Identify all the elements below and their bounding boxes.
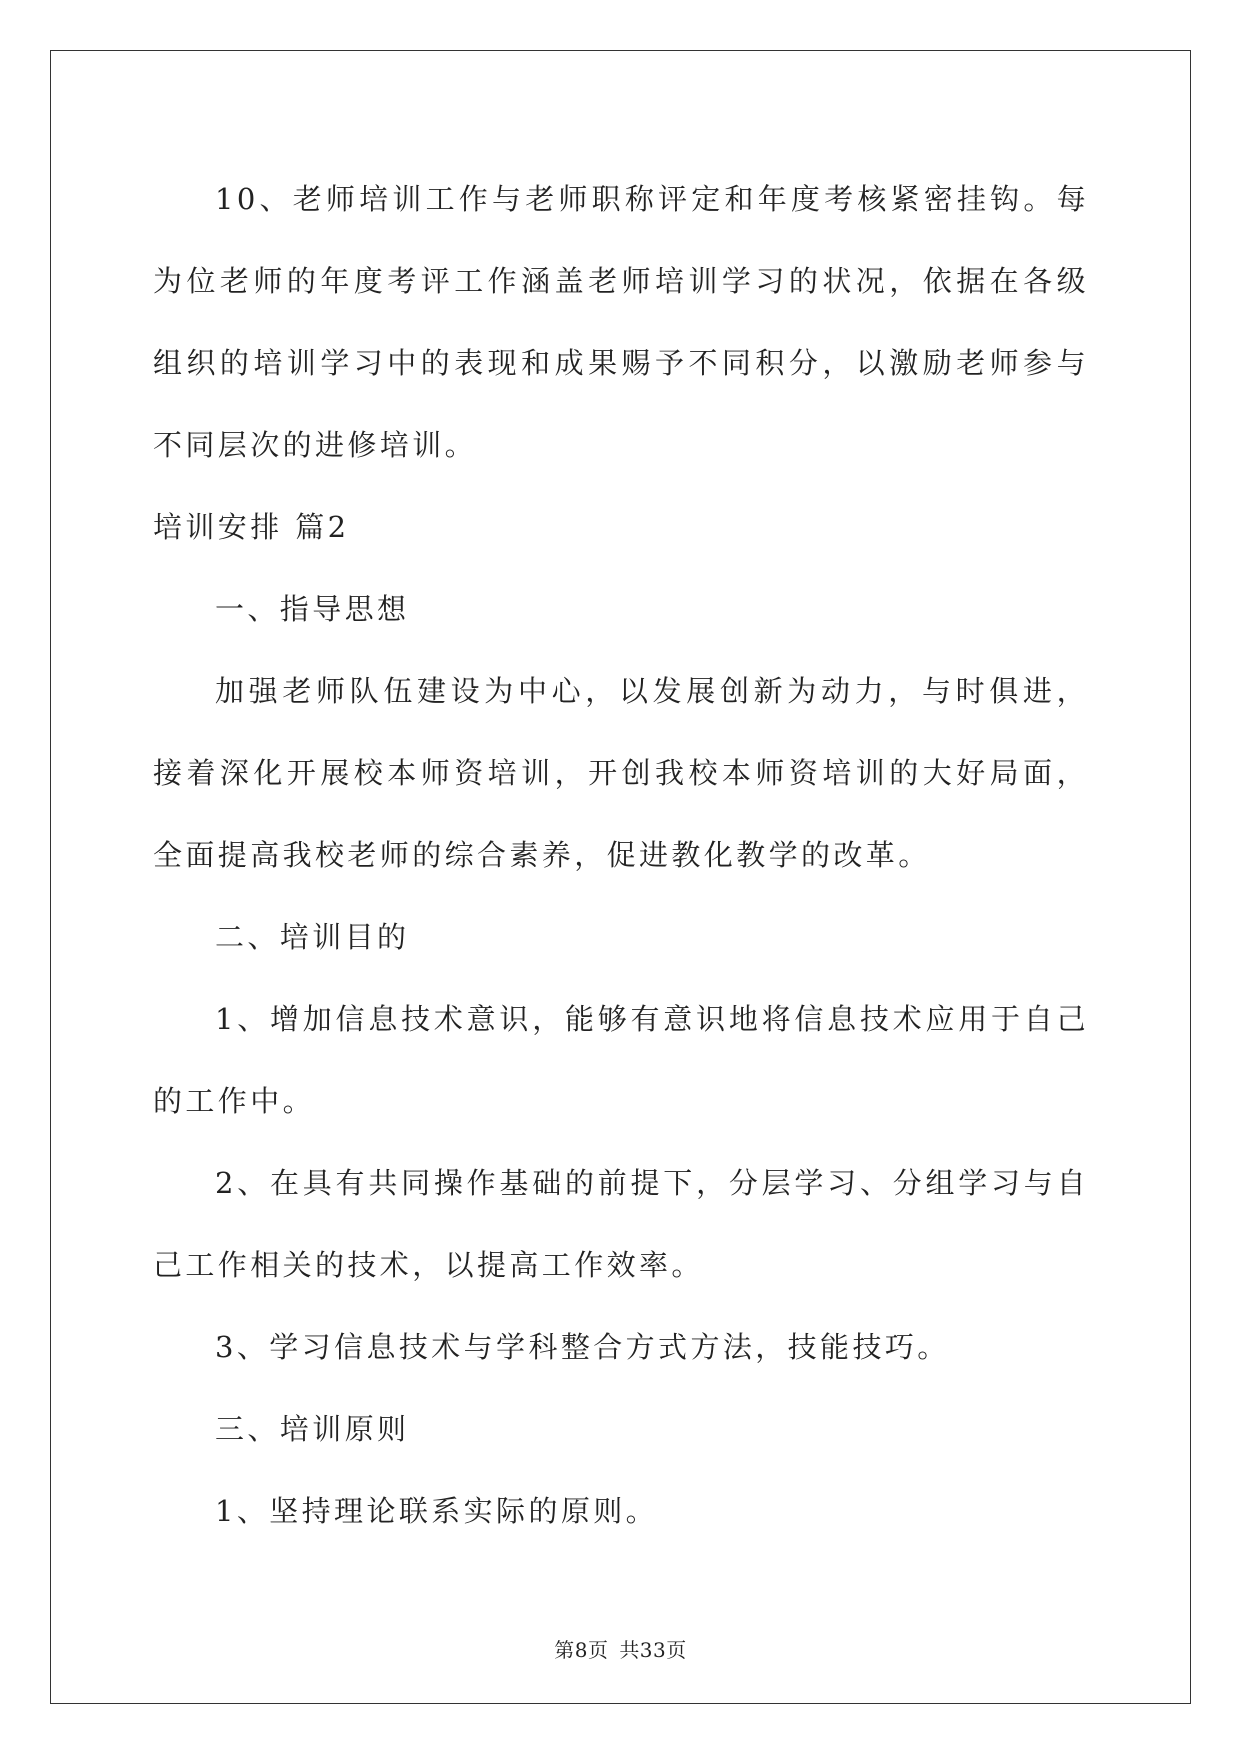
paragraph-purpose-2: 2、在具有共同操作基础的前提下，分层学习、分组学习与自己工作相关的技术，以提高工作效率。: [153, 1166, 1089, 1282]
heading-training-principles: 三、培训原则: [215, 1412, 410, 1446]
heading-training-purpose: 二、培训目的: [215, 920, 410, 954]
document-body: [153, 158, 1089, 1552]
paragraph-guiding-ideology: 加强老师队伍建设为中心，以发展创新为动力，与时俱进，接着深化开展校本师资培训，开创我校本师资培训的大好局面，全面提高我校老师的综合素养，促进教化教学的改革。: [153, 674, 1089, 872]
paragraph-purpose-3: 3、学习信息技术与学科整合方式方法，技能技巧。: [215, 1330, 950, 1364]
heading-guiding-ideology: 一、指导思想: [215, 592, 410, 626]
paragraph-teacher-training-assessment: 10、老师培训工作与老师职称评定和年度考核紧密挂钩。每为位老师的年度考评工作涵盖老师培训学习的状况，依据在各级组织的培训学习中的表现和成果赐予不同积分，以激励老师参与不同层次的进修培训。: [153, 182, 1089, 462]
section-title-training-plan-2: 培训安排 篇2: [153, 510, 350, 544]
page-footer: [0, 1634, 1241, 1663]
paragraph-principle-1: 1、坚持理论联系实际的原则。: [215, 1494, 659, 1528]
page-number: 第8页: [554, 1638, 609, 1662]
paragraph-purpose-1: 1、增加信息技术意识，能够有意识地将信息技术应用于自己的工作中。: [153, 1002, 1089, 1118]
total-pages: 共33页: [619, 1638, 687, 1662]
